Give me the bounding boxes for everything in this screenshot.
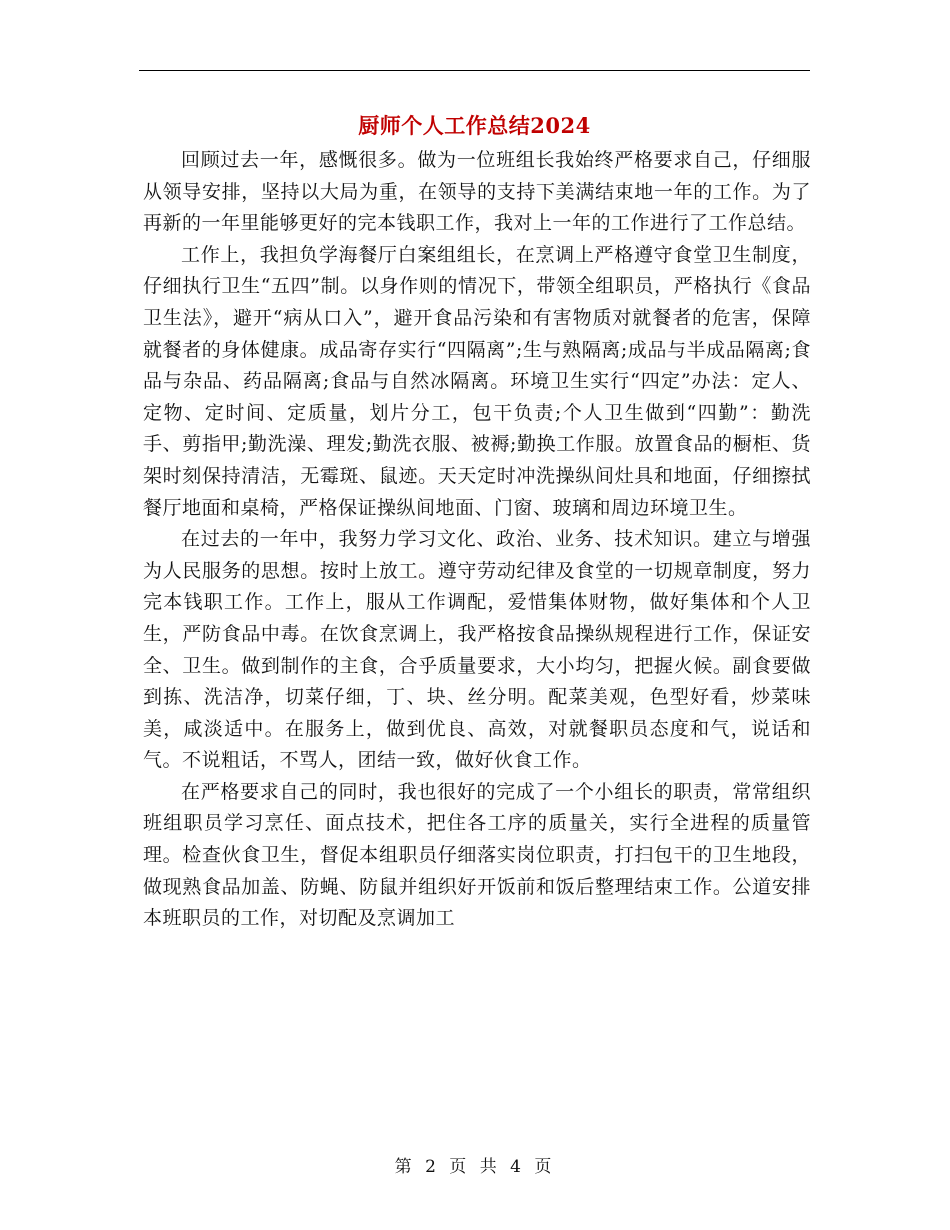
document-title: 厨师个人工作总结2024 — [358, 113, 591, 138]
paragraph-1: 回顾过去一年，感慨很多。做为一位班组长我始终严格要求自己，仔细服从领导安排，坚持以大局为重，在领导的支持下美满结束地一年的工作。为了再新的一年里能够更好的完本钱职工作，我对上一年的工作进行了工作总结。 — [143, 149, 811, 235]
paragraph-2: 工作上，我担负学海餐厅白案组组长，在烹调上严格遵守食堂卫生制度，仔细执行卫生“五四”制。以身作则的情况下，带领全组职员，严格执行《食品卫生法》，避开“病从口入”，避开食品污染和有害物质对就餐者的危害，保障就餐者的身体健康。成品寄存实行“四隔离”;生与熟隔离;成品与半成品隔离;食品与杂品、药品隔离;食品与自然冰隔离。环境卫生实行“四定”办法：定人、定物、定时间、定质量，划片分工，包干负责;个人卫生做到“四勤”：勤洗手、剪指甲;勤洗澡、理发;勤洗衣服、被褥;勤换工作服。放置食品的橱柜、货架时刻保持清洁，无霉斑、鼠迹。天天定时冲洗操纵间灶具和地面，仔细擦拭餐厅地面和桌椅，严格保证操纵间地面、门窗、玻璃和周边环境卫生。 — [143, 243, 811, 519]
paragraph-4: 在严格要求自己的同时，我也很好的完成了一个小组长的职责，常常组织班组职员学习烹任、面点技术，把住各工序的质量关，实行全进程的质量管理。检查伙食卫生，督促本组职员仔细落实岗位职责，打扫包干的卫生地段，做现熟食品加盖、防蝇、防鼠并组织好开饭前和饭后整理结束工作。公道安排本班职员的工作，对切配及烹调加工 — [143, 780, 811, 930]
page-footer: 第 2 页 共 4 页 — [394, 1157, 556, 1177]
document-body — [143, 145, 811, 935]
paragraph-3: 在过去的一年中，我努力学习文化、政治、业务、技术知识。建立与增强为人民服务的思想。按时上放工。遵守劳动纪律及食堂的一切规章制度，努力完本钱职工作。工作上，服从工作调配，爱惜集体财物，做好集体和个人卫生，严防食品中毒。在饮食烹调上，我严格按食品操纵规程进行工作，保证安全、卫生。做到制作的主食，合乎质量要求，大小均匀，把握火候。副食要做到拣、洗洁净，切菜仔细，丁、块、丝分明。配菜美观，色型好看，炒菜味美，咸淡适中。在服务上，做到优良、高效，对就餐职员态度和气，说话和气。不说粗话，不骂人，团结一致，做好伙食工作。 — [143, 528, 811, 772]
header-rule — [139, 70, 810, 71]
